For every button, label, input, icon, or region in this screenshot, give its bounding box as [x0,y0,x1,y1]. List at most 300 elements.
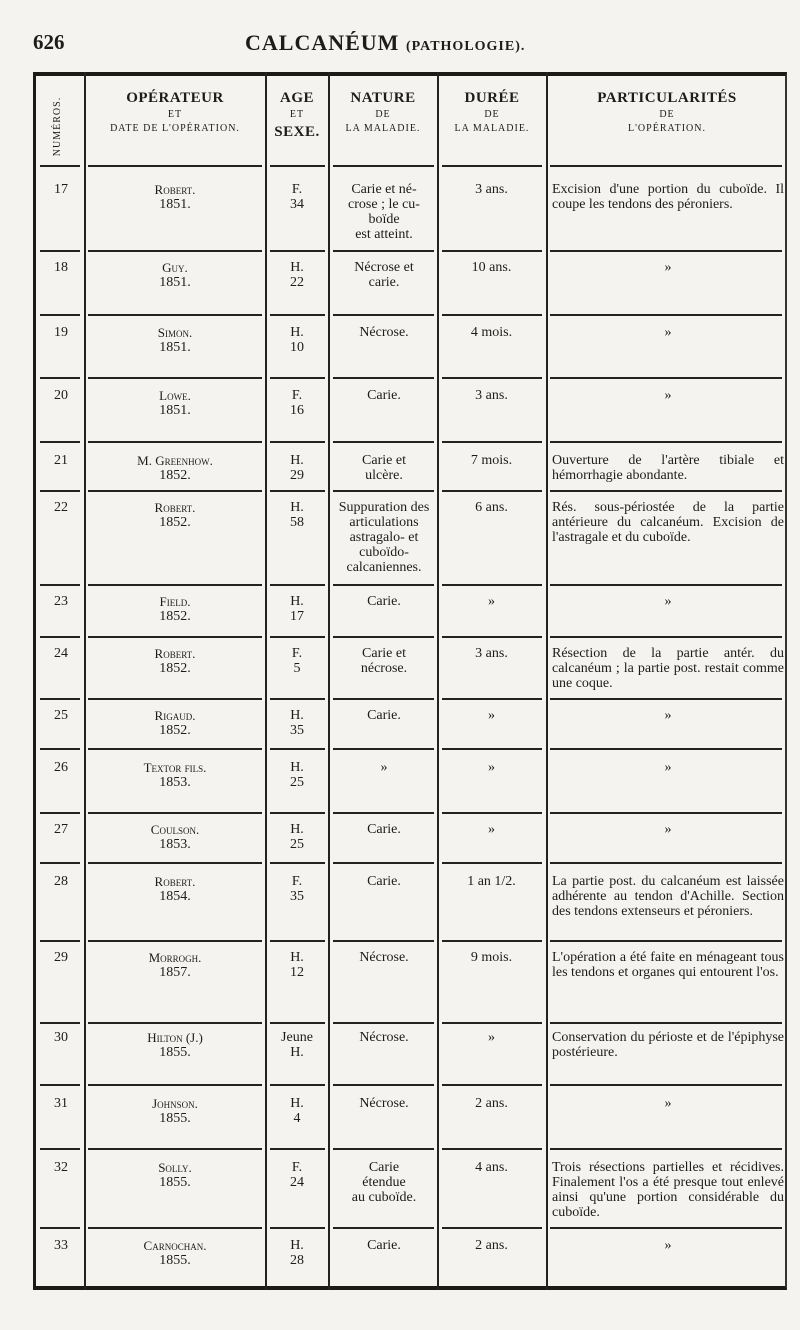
operator-name: Robert. [154,646,196,661]
sex-value: H. [290,1096,304,1111]
duration-cell [440,1096,543,1111]
row-rule [550,1022,782,1024]
row-rule [270,1084,325,1086]
row-rule [333,698,434,700]
operation-date: 1851. [159,275,191,290]
row-rule [333,1022,434,1024]
duration-cell [440,325,543,340]
nature-cell: Nécrose. [359,325,409,340]
operator-name: Rigaud. [154,708,196,723]
duration-value: 10 ans. [471,260,512,275]
row-rule [550,314,782,316]
duration-value: 3 ans. [475,182,508,197]
sex-value: H. [290,950,304,965]
duration-value: » [488,594,495,609]
row-number [45,1096,77,1111]
running-head [245,30,525,56]
duration-value: » [488,708,495,723]
row-rule [442,441,542,443]
row-rule [550,862,782,864]
row-rule [442,584,542,586]
nature-cell: Carie. [367,388,401,403]
particulars-cell: » [664,388,672,403]
row-rule [270,165,325,167]
row-rule [270,1022,325,1024]
row-number-text: 21 [54,453,68,468]
row-rule [40,1022,80,1024]
row-rule [88,250,262,252]
age-sex-cell [268,646,326,676]
row-rule [270,584,325,586]
sex-value: H. [290,822,304,837]
row-rule [333,250,434,252]
age-sex-cell [268,325,326,355]
age-sex-cell [268,708,326,738]
row-rule [333,1148,434,1150]
operator-cell [86,594,264,624]
row-rule [88,748,262,750]
row-number [45,708,77,723]
sex-value: H. [290,260,304,275]
column-divider [437,72,439,1290]
duration-cell [440,388,543,403]
row-rule [40,698,80,700]
nature-cell: Suppuration des articulations astragalo- et cuboïdo- calcaniennes. [338,500,430,575]
sex-value: H. [290,1238,304,1253]
operator-cell [86,1238,264,1268]
age-sex-cell [268,388,326,418]
row-number [45,646,77,661]
row-rule [550,1148,782,1150]
operation-date: 1853. [159,837,191,852]
operator-name: Robert. [154,874,196,889]
row-number-text: 26 [54,760,68,775]
sex-value: H. [290,594,304,609]
row-rule [270,748,325,750]
duration-value: 7 mois. [470,453,513,468]
duration-value: 3 ans. [475,646,508,661]
duration-value: » [488,1030,495,1045]
age-sex-cell [268,950,326,980]
particulars-cell: La partie post. du calcanéum est laissée adhérente au tendon d'Achille. Section des tendons extenseurs et péroniers. [552,874,784,919]
operator-cell [86,325,264,355]
duration-value: 4 ans. [475,1160,508,1175]
running-head-subtitle: (PATHOLOGIE). [405,39,526,54]
row-number-text: 19 [54,325,68,340]
sex-value: H. [290,708,304,723]
row-number-text: 18 [54,260,68,275]
row-rule [88,490,262,492]
age-value: 24 [290,1175,304,1190]
particulars-cell: Rés. sous-périostée de la partie antérieure du calcanéum. Excision de l'astragale et du cuboïde. [552,500,784,545]
row-number-text: 20 [54,388,68,403]
age-sex-cell [268,453,326,483]
duration-cell [440,760,543,775]
row-rule [442,748,542,750]
row-rule [270,862,325,864]
row-number-text: 28 [54,874,68,889]
row-number [45,1030,77,1045]
operator-cell [86,760,264,790]
row-rule [442,1022,542,1024]
nature-cell: Carie. [367,874,401,889]
row-rule [442,698,542,700]
duration-value: 9 mois. [470,950,513,965]
row-rule [333,748,434,750]
operator-name: Robert. [154,182,196,197]
row-number-text: 31 [54,1096,68,1111]
operation-date: 1854. [159,889,191,904]
operation-date: 1852. [159,609,191,624]
row-rule [550,940,782,942]
operator-cell [86,1030,264,1060]
nature-cell: Nécrose. [359,950,409,965]
duration-cell [440,500,543,515]
row-rule [88,862,262,864]
row-rule [40,441,80,443]
row-number-text: 33 [54,1238,68,1253]
operator-name: Robert. [154,500,196,515]
row-rule [88,698,262,700]
row-number [45,950,77,965]
row-rule [270,812,325,814]
row-rule [88,636,262,638]
row-rule [442,862,542,864]
sex-value: F. [291,388,303,403]
operator-name: Simon. [157,325,193,340]
operator-name: Field. [159,594,191,609]
operator-cell [86,646,264,676]
duration-cell [440,453,543,468]
duration-cell [440,1238,543,1253]
row-rule [40,314,80,316]
age-value: 12 [290,965,304,980]
row-number [45,500,77,515]
operator-cell [86,822,264,852]
row-rule [88,314,262,316]
age-sex-cell [268,1238,326,1268]
age-value: 28 [290,1253,304,1268]
row-rule [550,1084,782,1086]
row-number [45,453,77,468]
operator-name: Solly. [158,1160,192,1175]
sex-value: F. [291,182,303,197]
row-rule [333,862,434,864]
sex-value: H. [290,760,304,775]
row-rule [442,940,542,942]
row-rule [40,1084,80,1086]
nature-cell: » [380,760,388,775]
row-number [45,1238,77,1253]
age-sex-cell [268,1030,326,1060]
row-rule [442,250,542,252]
particulars-cell: » [664,594,672,609]
row-rule [442,1084,542,1086]
age-sex-cell [268,594,326,624]
particulars-cell: Ouverture de l'artère tibiale et hémorrhagie abondante. [552,453,784,483]
duration-value: 6 ans. [475,500,508,515]
particulars-cell: Trois résections partielles et récidives. Finalement l'os a été presque tout enlevé ainsi qu'une portion considérable du cuboïde. [552,1160,784,1220]
sex-value: H. [290,500,304,515]
operator-cell [86,1096,264,1126]
operation-date: 1852. [159,723,191,738]
operator-cell [86,182,264,212]
row-number [45,1160,77,1175]
row-number [45,182,77,197]
age-value: 34 [290,197,304,212]
operation-date: 1851. [159,403,191,418]
row-rule [40,250,80,252]
row-rule [40,636,80,638]
duration-value: » [488,760,495,775]
age-sex-cell [268,822,326,852]
sex-value: H. [290,453,304,468]
row-rule [442,636,542,638]
age-value: 17 [290,609,304,624]
age-value: 16 [290,403,304,418]
row-rule [333,940,434,942]
row-rule [40,1227,80,1229]
operation-date: 1857. [159,965,191,980]
row-rule [40,748,80,750]
operator-name: Textor fils. [143,760,207,775]
duration-cell [440,708,543,723]
particulars-cell: » [664,1096,672,1111]
row-number [45,594,77,609]
row-rule [40,812,80,814]
age-value: 25 [290,837,304,852]
age-sex-cell [268,1096,326,1126]
header-operateur: OPÉRATEUR ET DATE DE L'OPÉRATION. [110,90,240,134]
row-rule [270,377,325,379]
operation-date: 1852. [159,515,191,530]
row-rule [40,940,80,942]
age-value: H. [290,1045,304,1060]
row-rule [88,165,262,167]
age-value: 10 [290,340,304,355]
row-rule [40,862,80,864]
row-rule [40,165,80,167]
nature-cell: Nécrose. [359,1030,409,1045]
header-nature: NATURE DE LA MALADIE. [345,90,421,134]
nature-cell: Carie. [367,708,401,723]
duration-value: 2 ans. [475,1096,508,1111]
age-value: 58 [290,515,304,530]
duration-value: 1 an 1/2. [467,874,516,889]
sex-value: F. [291,1160,303,1175]
duration-cell [440,594,543,609]
particulars-cell: » [664,760,672,775]
header-numeros: NUMÉROS. [52,96,64,156]
operation-date: 1851. [159,197,191,212]
column-divider [265,72,267,1290]
row-rule [40,584,80,586]
row-number [45,325,77,340]
operation-date: 1855. [159,1045,191,1060]
sex-value: F. [291,646,303,661]
page-number: 626 [33,30,65,54]
age-sex-cell [268,760,326,790]
duration-cell [440,260,543,275]
row-rule [442,812,542,814]
row-rule [333,584,434,586]
particulars-cell: » [664,822,672,837]
row-number-text: 27 [54,822,68,837]
row-rule [88,1022,262,1024]
row-rule [88,441,262,443]
row-rule [270,1148,325,1150]
operator-cell [86,500,264,530]
row-rule [550,377,782,379]
row-rule [333,812,434,814]
nature-cell: Carie. [367,594,401,609]
row-number [45,260,77,275]
nature-cell: Carie. [367,1238,401,1253]
row-number-text: 22 [54,500,68,515]
row-rule [270,1227,325,1229]
row-number-text: 25 [54,708,68,723]
row-rule [550,250,782,252]
row-rule [550,441,782,443]
row-number-text: 23 [54,594,68,609]
operation-date: 1855. [159,1111,191,1126]
row-number-text: 24 [54,646,68,661]
operator-name: Guy. [162,260,188,275]
row-rule [442,377,542,379]
nature-cell: Nécrose et carie. [354,260,414,290]
particulars-cell: » [664,260,672,275]
nature-cell: Carie et ulcère. [362,453,406,483]
operator-cell [86,1160,264,1190]
duration-cell [440,874,543,889]
age-value: 5 [293,661,301,676]
operation-date: 1852. [159,661,191,676]
operator-cell [86,260,264,290]
sex-value: H. [290,325,304,340]
row-rule [550,698,782,700]
age-sex-cell [268,1160,326,1190]
operation-date: 1855. [159,1253,191,1268]
duration-cell [440,646,543,661]
row-rule [550,584,782,586]
row-rule [550,1227,782,1229]
row-rule [333,165,434,167]
duration-cell [440,1160,543,1175]
row-rule [270,314,325,316]
row-rule [88,940,262,942]
sex-value: F. [291,874,303,889]
duration-cell [440,1030,543,1045]
running-head-title: CALCANÉUM [245,30,400,55]
row-rule [88,584,262,586]
operation-date: 1852. [159,468,191,483]
header-duree: DURÉE DE LA MALADIE. [454,90,530,134]
row-rule [550,165,782,167]
operator-name: Hilton (J.) [147,1030,203,1045]
age-sex-cell [268,500,326,530]
nature-cell: Carie et né- crose ; le cu- boïde est atteint. [348,182,420,242]
row-number-text: 29 [54,950,68,965]
particulars-cell: » [664,708,672,723]
row-number [45,822,77,837]
operator-cell [86,950,264,980]
operator-name: Carnochan. [143,1238,207,1253]
operation-date: 1851. [159,340,191,355]
nature-cell: Carie et nécrose. [360,646,408,676]
column-divider [546,72,548,1290]
operator-name: Coulson. [150,822,200,837]
age-value: 4 [293,1111,301,1126]
particulars-cell: Conservation du périoste et de l'épiphyse postérieure. [552,1030,784,1060]
row-rule [442,490,542,492]
operator-name: Morrogh. [148,950,202,965]
row-rule [333,377,434,379]
row-rule [333,636,434,638]
row-number [45,760,77,775]
header-age: AGE ET SEXE. [274,90,320,140]
row-rule [550,636,782,638]
row-rule [270,490,325,492]
age-sex-cell [268,182,326,212]
header-particularites: PARTICULARITÉS DE L'OPÉRATION. [597,90,737,134]
row-number [45,874,77,889]
row-rule [270,250,325,252]
particulars-cell: L'opération a été faite en ménageant tous les tendons et organes qui entourent l'os. [552,950,784,980]
row-rule [40,377,80,379]
row-rule [270,441,325,443]
sex-value: Jeune [281,1030,313,1045]
row-rule [40,490,80,492]
particulars-cell: Excision d'une portion du cuboïde. Il coupe les tendons des péroniers. [552,182,784,212]
duration-cell [440,950,543,965]
row-number-text: 32 [54,1160,68,1175]
duration-cell [440,182,543,197]
age-value: 29 [290,468,304,483]
row-rule [550,812,782,814]
operation-date: 1855. [159,1175,191,1190]
age-value: 25 [290,775,304,790]
age-value: 35 [290,723,304,738]
row-rule [270,636,325,638]
row-rule [442,1148,542,1150]
column-divider [328,72,330,1290]
row-number-text: 17 [54,182,68,197]
particulars-cell: » [664,1238,672,1253]
row-rule [333,314,434,316]
nature-cell: Carie. [367,822,401,837]
row-rule [270,698,325,700]
row-rule [88,1084,262,1086]
row-rule [550,748,782,750]
age-sex-cell [268,874,326,904]
operator-cell [86,874,264,904]
row-rule [333,1227,434,1229]
row-rule [88,377,262,379]
row-rule [270,940,325,942]
row-rule [442,1227,542,1229]
row-rule [442,165,542,167]
duration-value: 2 ans. [475,1238,508,1253]
row-rule [442,314,542,316]
row-rule [88,1148,262,1150]
age-sex-cell [268,260,326,290]
age-value: 35 [290,889,304,904]
row-rule [550,490,782,492]
row-number [45,388,77,403]
operator-cell [86,453,264,483]
duration-value: 3 ans. [475,388,508,403]
row-rule [333,441,434,443]
